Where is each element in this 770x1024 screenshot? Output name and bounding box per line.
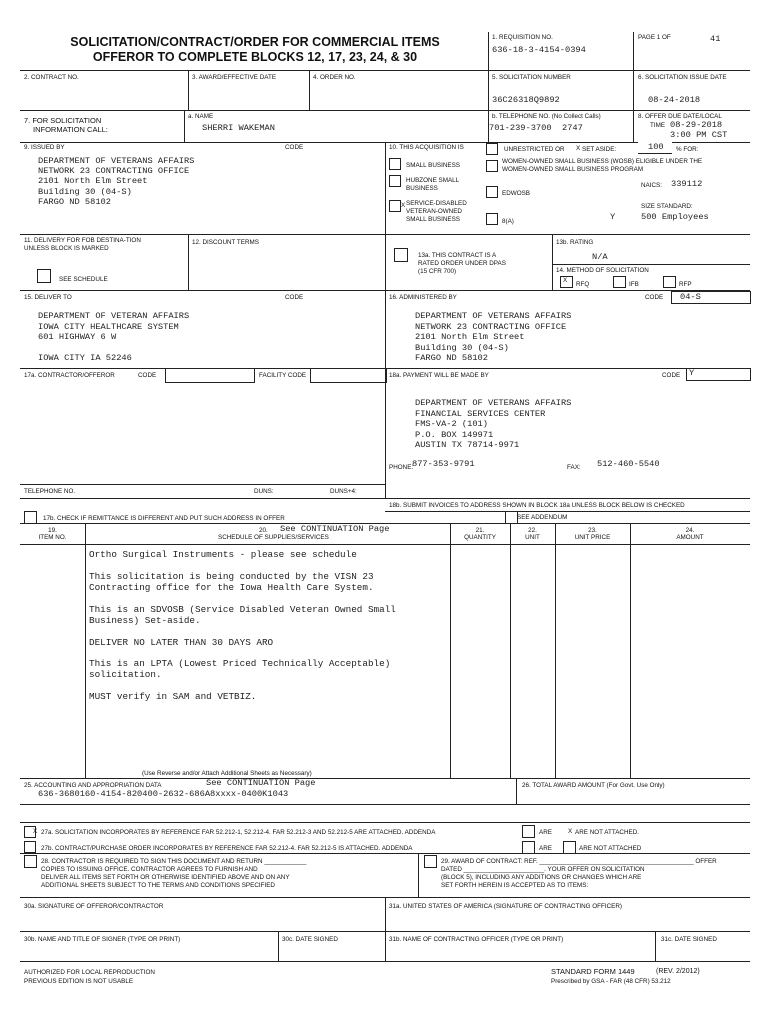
rfp-label: RFP [679, 281, 692, 288]
offer-due-date[interactable]: 08-29-2018 [670, 120, 723, 130]
facility-code-label: FACILITY CODE [259, 372, 307, 379]
delivery-fob-label: 11. DELIVERY FOR FOB DESTINA-TION UNLESS BLOCK IS MARKED [24, 237, 141, 252]
administered-line-5: FARGO ND 58102 [415, 353, 488, 363]
issued-by-label: 9. ISSUED BY [24, 144, 65, 151]
clause-29-line-1: 29. AWARD OF CONTRACT: REF. ____________________________________________ OFFER [441, 858, 717, 865]
col-22-num: 22. [528, 527, 537, 534]
set-aside-mark: X [576, 145, 581, 152]
offer-due-time[interactable]: 3:00 PM CST [670, 130, 728, 140]
see-schedule-label: SEE SCHEDULE [59, 276, 108, 283]
payment-line-4: P.O. BOX 149971 [415, 430, 494, 440]
clause-29-line-2: DATED _______________________. YOUR OFFER ON SOLICITATION [441, 866, 645, 873]
payment-line-1: DEPARTMENT OF VETERANS AFFAIRS [415, 398, 572, 408]
col-20-label: SCHEDULE OF SUPPLIES/SERVICES [218, 534, 329, 541]
rated-order-checkbox[interactable] [394, 248, 408, 262]
sdvosb-mark: X [401, 202, 406, 209]
solicitation-info-label-1: 7. FOR SOLICITATION [24, 116, 102, 125]
issued-by-line-4: Building 30 (04-S) [38, 187, 132, 197]
issued-by-line-2: NETWORK 23 CONTRACTING OFFICE [38, 166, 190, 176]
schedule-line-3: This solicitation is being conducted by the VISN 23 [89, 571, 374, 582]
ifb-label: IFB [629, 281, 639, 288]
col-23-num: 23. [588, 527, 597, 534]
clause-28-line-1: 28. CONTRACTOR IS REQUIRED TO SIGN THIS DOCUMENT AND RETURN ____________ [41, 858, 307, 865]
telephone-label: b. TELEPHONE NO. (No Collect Calls) [492, 113, 601, 120]
clause-27b-checkbox[interactable] [24, 841, 36, 853]
col-21-label: QUANTITY [464, 534, 496, 541]
eight-a-label: 8(A) [502, 218, 514, 225]
hubzone-checkbox[interactable] [389, 175, 401, 187]
clause-28-line-2: COPIES TO ISSUING OFFICE. CONTRACTOR AGREES TO FURNISH AND [41, 866, 258, 873]
edwosb-label: EDWOSB [502, 190, 530, 197]
small-business-checkbox[interactable] [389, 158, 401, 170]
officer-date-label: 31c. DATE SIGNED [661, 936, 717, 943]
deliver-to-code-label: CODE [285, 294, 304, 301]
naics-label: NAICS: [641, 182, 662, 189]
accounting-data[interactable]: 636-3680160-4154-820400-2632-686A8xxxx-0400K1043 [38, 789, 289, 799]
contract-no-label: 2. CONTRACT NO. [24, 74, 79, 81]
name-label: a. NAME [188, 113, 214, 120]
payment-fax[interactable]: 512-460-5540 [597, 459, 660, 469]
wosb-label: WOMEN-OWNED SMALL BUSINESS (WOSB) ELIGIBLE UNDER THE WOMEN-OWNED SMALL BUSINESS PROGRAM [502, 158, 703, 173]
sdvosb-label: SERVICE-DISABLED VETERAN-OWNED SMALL BUSINESS [406, 200, 467, 223]
clause-27a-are-not-mark: X [568, 828, 573, 835]
rfq-label: RFQ [576, 281, 590, 288]
schedule-line-11: This is an LPTA (Lowest Priced Technically Acceptable) [89, 658, 391, 669]
rated-order-label: 13a. THIS CONTRACT IS A RATED ORDER UNDER DPAS (15 CFR 700) [418, 252, 506, 275]
form-title-line1: SOLICITATION/CONTRACT/ORDER FOR COMMERCIAL ITEMS [70, 35, 440, 49]
clause-29-line-3: (BLOCK 5), INCLUDING ANY ADDITIONS OR CHANGES WHICH ARE [441, 874, 642, 881]
clause-28-line-4: ADDITIONAL SHEETS SUBJECT TO THE TERMS AND CONDITIONS SPECIFIED [41, 882, 275, 889]
total-award-label: 26. TOTAL AWARD AMOUNT (For Govt. Use Only) [522, 782, 665, 789]
contractor-code-field[interactable] [165, 368, 255, 383]
deliver-to-line-3: 601 HIGHWAY 6 W [38, 332, 117, 342]
deliver-to-line-2: IOWA CITY HEALTHCARE SYSTEM [38, 322, 179, 332]
administered-by-label: 16. ADMINISTERED BY [389, 294, 457, 301]
order-no-label: 4. ORDER NO. [313, 74, 356, 81]
col-20-num: 20. [259, 527, 268, 534]
small-business-label: SMALL BUSINESS [406, 162, 461, 169]
set-aside-label: SET ASIDE: [582, 146, 617, 153]
payment-fax-label: FAX: [567, 464, 581, 471]
col-22-label: UNIT [525, 534, 540, 541]
requisition-label: 1. REQUISITION NO. [492, 34, 553, 41]
solicitation-number[interactable]: 36C26318Q9892 [492, 95, 560, 105]
col-24-label: AMOUNT [676, 534, 704, 541]
payment-phone-label: PHONE: [389, 464, 414, 471]
footer-reproduction: AUTHORIZED FOR LOCAL REPRODUCTION [24, 969, 155, 976]
accounting-label: 25. ACCOUNTING AND APPROPRIATION DATA [24, 782, 162, 789]
signer-name-label: 30b. NAME AND TITLE OF SIGNER (TYPE OR PRINT) [24, 936, 181, 943]
issued-by-code-label: CODE [285, 144, 304, 151]
contractor-label: 17a. CONTRACTOR/OFFEROR [24, 372, 115, 379]
contractor-code-label: CODE [138, 372, 157, 379]
deliver-to-line-1: DEPARTMENT OF VETERAN AFFAIRS [38, 311, 190, 321]
edwosb-checkbox[interactable] [486, 186, 498, 198]
telephone-no-label: TELEPHONE NO. [24, 488, 76, 495]
issued-by-line-3: 2101 North Elm Street [38, 176, 148, 186]
payment-code: Y [689, 368, 695, 378]
administered-code: 04-S [680, 292, 701, 302]
clause-27a-label: 27a. SOLICITATION INCORPORATES BY REFERENCE FAR 52.212-1, 52.212-4. FAR 52.212-3 AND 52.212-5 ARE ATTACHED. ADDENDA [41, 829, 436, 836]
col-23-label: UNIT PRICE [574, 534, 611, 541]
clause-29-checkbox[interactable] [424, 855, 437, 868]
requisition-number[interactable]: 636-18-3-4154-0394 [492, 45, 586, 55]
schedule-line-7: Business) Set-aside. [89, 615, 201, 626]
administered-code-label: CODE [645, 294, 664, 301]
deliver-to-label: 15. DELIVER TO [24, 294, 72, 301]
rfp-checkbox[interactable] [663, 276, 676, 288]
percent-value: 100 [648, 142, 664, 152]
schedule-line-12: solicitation. [89, 669, 162, 680]
page-count: 41 [710, 34, 721, 44]
col-20-continuation-note: See CONTINUATION Page [280, 524, 390, 534]
eight-a-checkbox[interactable] [486, 213, 498, 225]
col-24-num: 24. [685, 527, 695, 534]
deliver-to-line-5: IOWA CITY IA 52246 [38, 353, 132, 363]
payment-line-5: AUSTIN TX 78714-9971 [415, 440, 520, 450]
payment-line-3: FMS-VA-2 (101) [415, 419, 488, 429]
issue-date-label: 6. SOLICITATION ISSUE DATE [638, 74, 727, 81]
schedule-line-1: Ortho Surgical Instruments - please see schedule [89, 549, 357, 560]
payment-code-field[interactable] [686, 368, 751, 381]
issued-by-line-1: DEPARTMENT OF VETERANS AFFAIRS [38, 156, 195, 166]
clause-27b-label: 27b. CONTRACT/PURCHASE ORDER INCORPORATES BY REFERENCE FAR 52.212-4. FAR 52.212-5 IS ATTACHED. ADDENDA [41, 845, 413, 852]
y-indicator: Y [610, 212, 616, 222]
see-addendum-label: SEE ADDENDUM [517, 514, 568, 521]
col-21-num: 21. [475, 527, 485, 534]
col-19-label: ITEM NO. [38, 534, 67, 541]
acquisition-label: 10. THIS ACQUISITION IS [389, 144, 464, 151]
contact-name[interactable]: SHERRI WAKEMAN [202, 123, 275, 133]
administered-line-1: DEPARTMENT OF VETERANS AFFAIRS [415, 311, 572, 321]
accounting-note: See CONTINUATION Page [206, 778, 316, 788]
naics-code[interactable]: 339112 [671, 179, 703, 189]
duns4-label: DUNS+4: [330, 488, 357, 495]
discount-terms-label: 12. DISCOUNT TERMS [192, 239, 259, 246]
footer-previous-edition: PREVIOUS EDITION IS NOT USABLE [24, 978, 134, 985]
solicitation-number-label: 5. SOLICITATION NUMBER [492, 74, 571, 81]
rating-label: 13b. RATING [556, 239, 594, 246]
see-schedule-checkbox[interactable] [37, 269, 51, 283]
wosb-checkbox[interactable] [486, 160, 498, 172]
signer-date-label: 30c. DATE SIGNED [282, 936, 338, 943]
col-19-num: 19. [48, 527, 57, 534]
footer-revision: (REV. 2/2012) [656, 968, 700, 975]
payment-label: 18a. PAYMENT WILL BE MADE BY [389, 372, 489, 379]
administered-line-3: 2101 North Elm Street [415, 332, 525, 342]
percent-for-label: % FOR: [676, 146, 699, 153]
administered-line-4: Building 30 (04-S) [415, 343, 509, 353]
duns-label: DUNS: [254, 488, 274, 495]
clause-27b-are-not: ARE NOT ATTACHED [579, 845, 642, 852]
issue-date[interactable]: 08-24-2018 [648, 95, 701, 105]
clause-29-line-4: SET FORTH HEREIN IS ACCEPTED AS TO ITEMS: [441, 882, 589, 889]
solicitation-info-label-2: INFORMATION CALL: [33, 125, 108, 134]
ifb-checkbox[interactable] [613, 276, 626, 288]
payment-code-label: CODE [662, 372, 681, 379]
signature-officer-label: 31a. UNITED STATES OF AMERICA (SIGNATURE OF CONTRACTING OFFICER) [389, 903, 623, 910]
clause-27a-mark: X [33, 828, 38, 835]
schedule-line-14: MUST verify in SAM and VETBIZ. [89, 691, 257, 702]
clause-28-line-3: DELIVER ALL ITEMS SET FORTH OR OTHERWISE IDENTIFIED ABOVE AND ON ANY [41, 874, 290, 881]
signature-offeror-label: 30a. SIGNATURE OF OFFEROR/CONTRACTOR [24, 903, 164, 910]
page-label: PAGE 1 OF [638, 34, 671, 41]
unrestricted-checkbox[interactable] [486, 143, 498, 155]
officer-name-label: 31b. NAME OF CONTRACTING OFFICER (TYPE OR PRINT) [389, 936, 564, 943]
footer-form-name: STANDARD FORM 1449 [551, 967, 635, 976]
unrestricted-label: UNRESTRICTED OR [504, 146, 565, 153]
administered-line-2: NETWORK 23 CONTRACTING OFFICE [415, 322, 567, 332]
remittance-label: 17b. CHECK IF REMITTANCE IS DIFFERENT AND PUT SUCH ADDRESS IN OFFER [43, 515, 285, 522]
rating-value[interactable]: N/A [592, 252, 608, 262]
invoice-submit-label: 18b. SUBMIT INVOICES TO ADDRESS SHOWN IN BLOCK 18a UNLESS BLOCK BELOW IS CHECKED [389, 502, 685, 509]
offer-due-time-label: TIME [650, 122, 666, 129]
schedule-line-6: This is an SDVOSB (Service Disabled Veteran Owned Small [89, 604, 396, 615]
clause-27a-are: ARE [539, 829, 552, 836]
hubzone-label: HUBZONE SMALL BUSINESS [406, 177, 459, 192]
payment-line-2: FINANCIAL SERVICES CENTER [415, 409, 546, 419]
award-date-label: 3. AWARD/EFFECTIVE DATE [192, 74, 277, 81]
size-standard-label: SIZE STANDARD: [641, 203, 693, 210]
offer-due-label: 8. OFFER DUE DATE/LOCAL [638, 113, 722, 120]
form-title-line2: OFFEROR TO COMPLETE BLOCKS 12, 17, 23, 24, & 30 [92, 50, 418, 64]
rfq-mark: X [563, 277, 568, 284]
size-standard[interactable]: 500 Employees [641, 212, 709, 222]
clause-27a-are-not: ARE NOT ATTACHED. [575, 829, 640, 836]
sdvosb-checkbox[interactable] [389, 200, 401, 212]
schedule-line-4: Contracting office for the Iowa Health Care System. [89, 582, 374, 593]
issued-by-line-5: FARGO ND 58102 [38, 197, 111, 207]
clause-27a-are-checkbox[interactable] [522, 825, 535, 838]
clause-28-checkbox[interactable] [24, 855, 37, 868]
payment-phone[interactable]: 877-353-9791 [412, 459, 475, 469]
contact-telephone[interactable]: 701-239-3700 2747 [489, 123, 583, 133]
facility-code-field[interactable] [310, 368, 387, 383]
schedule-line-9: DELIVER NO LATER THAN 30 DAYS ARO [89, 637, 274, 648]
reverse-sheets-note: (Use Reverse and/or Attach Additional Sheets as Necessary) [142, 770, 312, 777]
footer-prescribed: Prescribed by GSA - FAR (48 CFR) 53.212 [551, 978, 671, 985]
method-label: 14. METHOD OF SOLICITATION [556, 267, 649, 274]
clause-27b-are: ARE [539, 845, 552, 852]
